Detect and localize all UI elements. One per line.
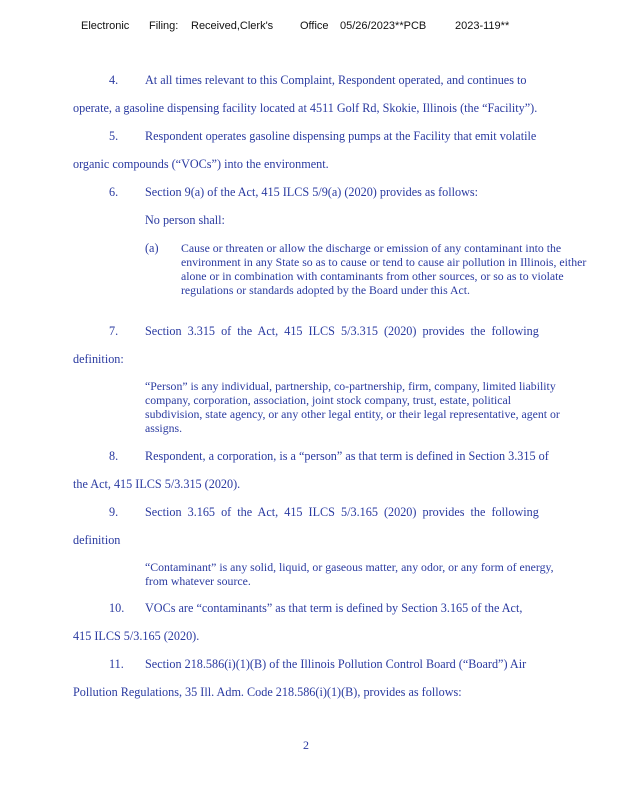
- paragraph-10-number: 10.: [109, 601, 125, 615]
- paragraph-11-line-2: Pollution Regulations, 35 Ill. Adm. Code 218.586(i)(1)(B), provides as follows:: [73, 685, 462, 699]
- paragraph-9-number: 9.: [109, 505, 119, 519]
- header-electronic: Electronic: [81, 20, 130, 32]
- paragraph-10-line-2: 415 ILCS 5/3.165 (2020).: [73, 629, 200, 643]
- paragraph-9-quote: “Contaminant” is any solid, liquid, or gaseous matter, any odor, or any form of energy, from whatever source.: [145, 560, 554, 588]
- header-case: 2023-119**: [455, 20, 510, 32]
- header-filing: Filing:: [149, 20, 179, 32]
- page-number: 2: [303, 738, 309, 752]
- paragraph-6-number: 6.: [109, 185, 119, 199]
- paragraph-5-line-2: organic compounds (“VOCs”) into the environment.: [73, 157, 329, 171]
- paragraph-4-number: 4.: [109, 73, 119, 87]
- paragraph-4-line-2: operate, a gasoline dispensing facility located at 4511 Golf Rd, Skokie, Illinois (the “Facility”).: [73, 101, 538, 115]
- paragraph-4-line-1: At all times relevant to this Complaint, Respondent operated, and continues to: [145, 73, 527, 87]
- paragraph-7-number: 7.: [109, 324, 119, 338]
- header-office: Office: [300, 20, 329, 32]
- header-date: 05/26/2023**PCB: [340, 20, 427, 32]
- paragraph-6-item-a-text: Cause or threaten or allow the discharge or emission of any contaminant into the environment in any State so as to cause or tend to cause air pollution in Illinois, either alone or in combination with contaminants from other sources, or so as to violate regulations or standards adopted by the Board under this Act.: [181, 241, 587, 297]
- paragraph-9-line-1: Section 3.165 of the Act, 415 ILCS 5/3.165 (2020) provides the following: [145, 505, 539, 519]
- paragraph-10-line-1: VOCs are “contaminants” as that term is defined by Section 3.165 of the Act,: [145, 601, 523, 615]
- paragraph-6-intro: No person shall:: [145, 213, 225, 227]
- paragraph-9-line-2: definition: [73, 533, 121, 547]
- paragraph-8-number: 8.: [109, 449, 119, 463]
- paragraph-11-line-1: Section 218.586(i)(1)(B) of the Illinois Pollution Control Board (“Board”) Air: [145, 657, 527, 671]
- paragraph-8-line-2: the Act, 415 ILCS 5/3.315 (2020).: [73, 477, 241, 491]
- paragraph-6-item-a-label: (a): [145, 241, 159, 255]
- paragraph-5-number: 5.: [109, 129, 119, 143]
- paragraph-7-line-1: Section 3.315 of the Act, 415 ILCS 5/3.315 (2020) provides the following: [145, 324, 539, 338]
- header-received: Received,Clerk's: [191, 20, 274, 32]
- paragraph-7-quote: “Person” is any individual, partnership, co-partnership, firm, company, limited liability company, corporation, association, joint stock company, trust, estate, political subdivision, state agency, or any other legal entity, or their legal representative, agent or assigns.: [145, 379, 560, 435]
- paragraph-8-line-1: Respondent, a corporation, is a “person” as that term is defined in Section 3.315 of: [145, 449, 549, 463]
- paragraph-11-number: 11.: [109, 657, 124, 671]
- paragraph-6-line-1: Section 9(a) of the Act, 415 ILCS 5/9(a) (2020) provides as follows:: [145, 185, 479, 199]
- paragraph-5-line-1: Respondent operates gasoline dispensing pumps at the Facility that emit volatile: [145, 129, 537, 143]
- paragraph-7-line-2: definition:: [73, 352, 124, 366]
- filing-header: [0, 20, 618, 36]
